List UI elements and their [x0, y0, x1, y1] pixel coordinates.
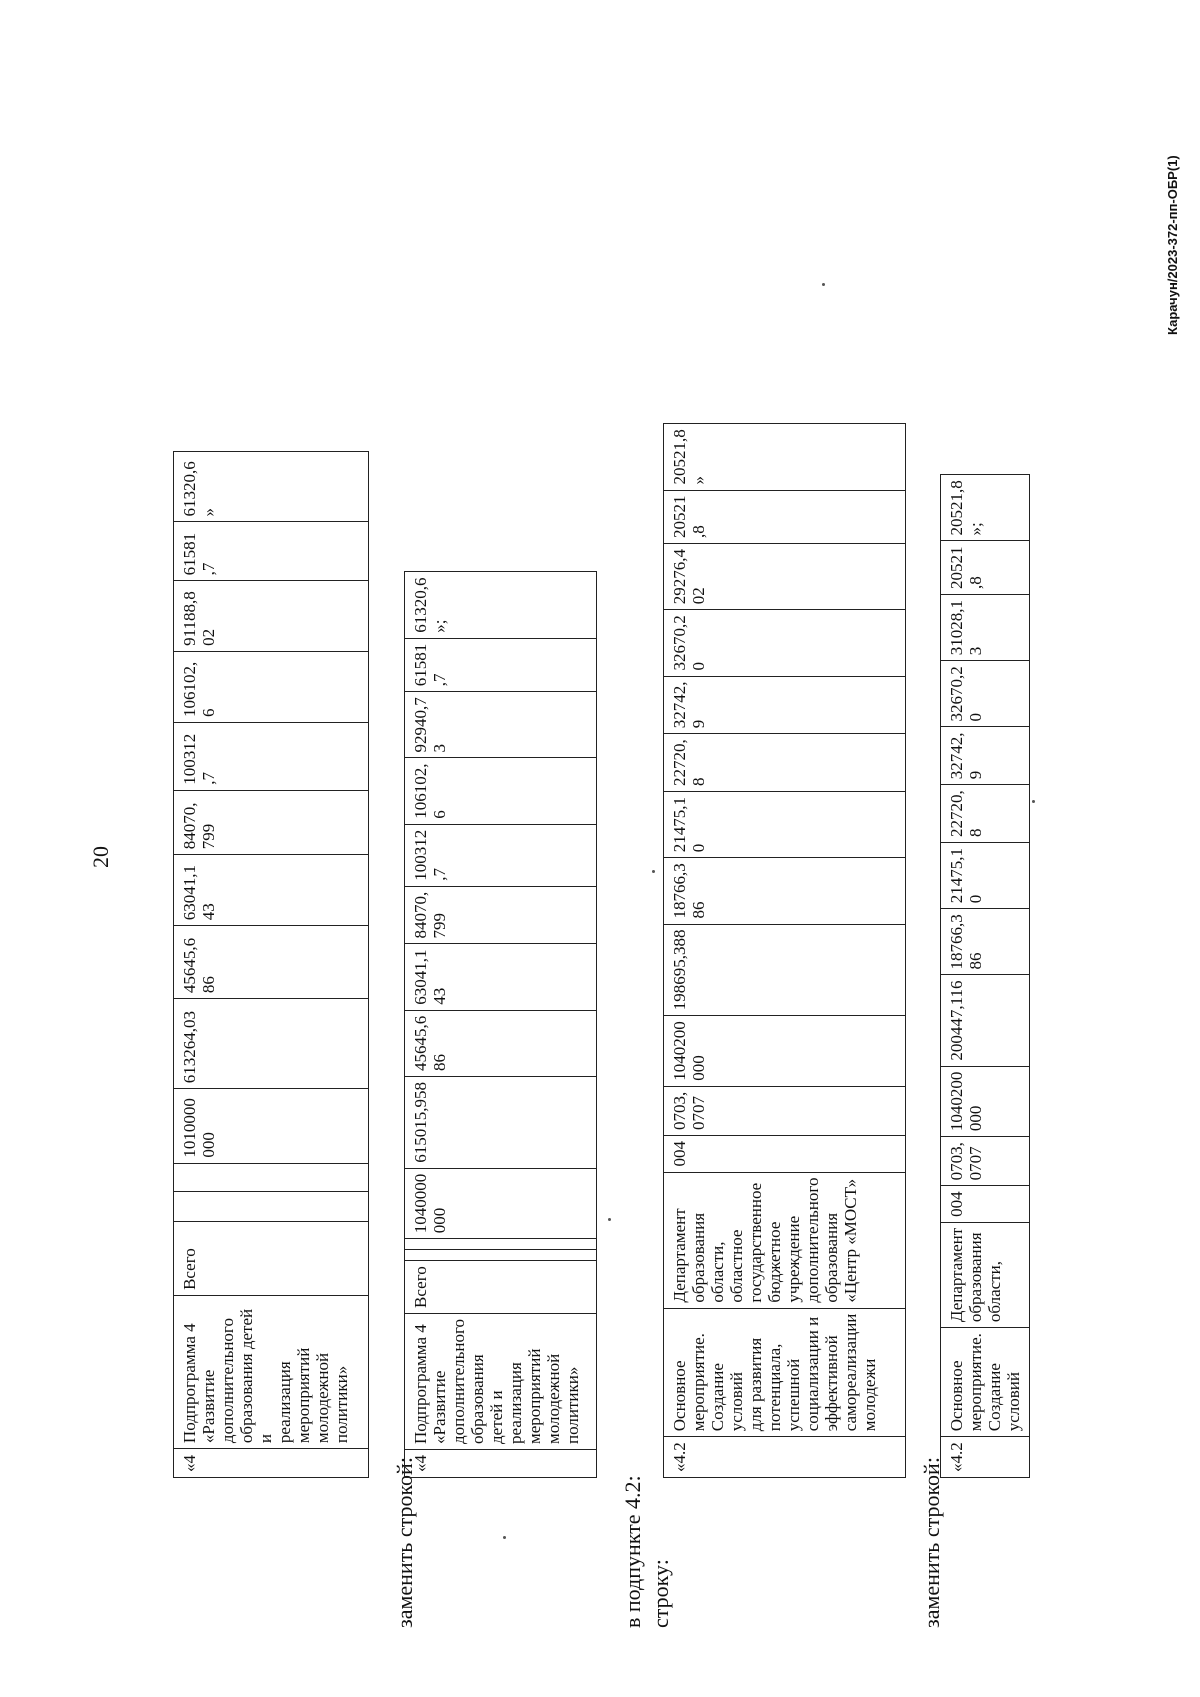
- cell-text: 106102, 6: [180, 661, 218, 717]
- cell-text: Подпрограмма 4 «Развитие дополнительного образования детей и реализация мероприятий молодежной политики»: [411, 1318, 582, 1444]
- table-cell: [174, 722, 369, 790]
- table-cell: [941, 727, 1030, 785]
- scan-speck: [652, 870, 655, 873]
- table-cell: [405, 886, 597, 944]
- cell-text: Департамент образования области,: [947, 1227, 1004, 1323]
- table-cell: [664, 1086, 906, 1135]
- table-cell: [941, 594, 1030, 660]
- cell-text: 31028,1 3: [947, 599, 985, 656]
- table-cell: [405, 692, 597, 758]
- table-band-4: [940, 474, 1030, 1478]
- table-cell: [174, 926, 369, 999]
- table-cell: [405, 1010, 597, 1076]
- table-cell: [941, 975, 1030, 1066]
- table-cell: [664, 676, 906, 734]
- cell-text: 45645,6 86: [411, 1015, 449, 1071]
- table-cell: [941, 541, 1030, 595]
- cell-text: Всего: [411, 1266, 430, 1308]
- cell-text: «4.2: [670, 1442, 689, 1472]
- cell-text: 21475,1 0: [670, 797, 708, 853]
- table-cell: [941, 1328, 1030, 1437]
- cell-text: 1040200 000: [670, 1021, 708, 1081]
- cell-text: 004: [947, 1191, 966, 1217]
- table-cell: [664, 544, 906, 610]
- table-cell: [664, 1308, 906, 1437]
- scan-speck: [608, 1218, 611, 1221]
- cell-text: 20521,8 »: [670, 429, 708, 485]
- caption-replace-row-2: заменить строкой:: [919, 1457, 944, 1628]
- budget-table: [404, 572, 597, 1479]
- cell-text: 20521,8 »;: [947, 480, 985, 536]
- caption-replace-row-1: заменить строкой:: [392, 1457, 417, 1628]
- table-cell: [405, 1077, 597, 1169]
- table-cell: [941, 475, 1030, 541]
- table-cell: [941, 1066, 1030, 1137]
- table-cell: [664, 1172, 906, 1308]
- table-cell: [174, 1295, 369, 1448]
- cell-text: 1040200 000: [947, 1071, 985, 1132]
- table-cell: [664, 792, 906, 858]
- table-cell: [174, 999, 369, 1089]
- cell-text: 20521 ,8: [670, 495, 708, 539]
- table-cell: [174, 1163, 369, 1192]
- table-row: [664, 424, 906, 1478]
- table-cell: [941, 909, 1030, 975]
- table-cell: [405, 1239, 597, 1250]
- table-cell: [664, 1136, 906, 1173]
- table-cell: [941, 842, 1030, 908]
- table-cell: [941, 1222, 1030, 1327]
- table-cell: [405, 1168, 597, 1239]
- table-cell: [174, 1449, 369, 1478]
- table-cell: [405, 1250, 597, 1261]
- table-band-2: [404, 572, 597, 1479]
- cell-text: 22720, 8: [947, 790, 985, 837]
- scan-speck: [1032, 800, 1035, 803]
- cell-text: 32742, 9: [670, 681, 708, 729]
- budget-table: [663, 423, 906, 1478]
- cell-text: «4.2: [947, 1442, 966, 1472]
- cell-text: Всего: [180, 1248, 199, 1290]
- cell-text: 198695,388: [670, 929, 689, 1011]
- table-cell: [174, 855, 369, 926]
- table-cell: [405, 824, 597, 886]
- table-cell: [174, 1192, 369, 1222]
- cell-text: 32670,2 0: [947, 666, 985, 722]
- cell-text: 200447,116: [947, 980, 966, 1061]
- cell-text: 18766,3 86: [670, 863, 708, 919]
- table-cell: [405, 1450, 597, 1478]
- table-cell: [174, 651, 369, 722]
- table-cell: [405, 572, 597, 638]
- table-cell: [174, 1221, 369, 1295]
- scan-speck: [822, 283, 825, 286]
- table-cell: [174, 452, 369, 522]
- table-cell: [174, 522, 369, 581]
- cell-text: 004: [670, 1141, 689, 1167]
- cell-text: Основное мероприятие. Создание условий: [947, 1333, 1023, 1432]
- cell-text: 106102, 6: [411, 763, 449, 819]
- cell-text: 18766,3 86: [947, 914, 985, 970]
- cell-text: 1010000 000: [180, 1098, 218, 1158]
- table-cell: [941, 1137, 1030, 1186]
- cell-text: 1040000 000: [411, 1173, 449, 1234]
- table-cell: [664, 1016, 906, 1087]
- cell-text: 615015,958: [411, 1082, 430, 1163]
- table-cell: [941, 1437, 1030, 1478]
- cell-text: 63041,1 43: [411, 949, 449, 1005]
- table-row: [405, 572, 597, 1478]
- cell-text: Подпрограмма 4 «Развитие дополнительного образования детей и реализация мероприятий молодежной политики»: [180, 1308, 351, 1444]
- cell-text: 32670,2 0: [670, 615, 708, 671]
- table-cell: [405, 758, 597, 824]
- cell-text: 91188,8 02: [180, 591, 218, 646]
- budget-table: [940, 474, 1030, 1478]
- table-cell: [174, 581, 369, 652]
- document-code: Карачун/2023-372-пп-ОБР(1): [1165, 155, 1180, 335]
- table-cell: [405, 1261, 597, 1314]
- table-cell: [405, 638, 597, 692]
- cell-text: 61320,6 »: [180, 461, 218, 517]
- cell-text: «4: [411, 1455, 430, 1472]
- table-cell: [664, 610, 906, 676]
- cell-text: 32742, 9: [947, 732, 985, 780]
- cell-text: 61320,6 »;: [411, 577, 449, 633]
- cell-text: 0703, 0707: [670, 1091, 708, 1131]
- caption-row-word: строку:: [648, 1559, 673, 1628]
- cell-text: 100312 ,7: [180, 733, 218, 785]
- cell-text: 20521 ,8: [947, 546, 985, 589]
- cell-text: 61581 ,7: [180, 532, 218, 576]
- page-number: 20: [88, 846, 113, 868]
- table-cell: [174, 790, 369, 855]
- cell-text: 0703, 0707: [947, 1142, 985, 1181]
- table-band-3: [663, 423, 906, 1478]
- table-cell: [174, 1089, 369, 1163]
- cell-text: 61581 ,7: [411, 643, 449, 687]
- table-cell: [405, 944, 597, 1010]
- cell-text: 21475,1 0: [947, 847, 985, 904]
- table-cell: [664, 858, 906, 924]
- caption-subsection-4-2: в подпункте 4.2:: [620, 1475, 645, 1628]
- table-cell: [664, 924, 906, 1016]
- table-cell: [405, 1313, 597, 1449]
- cell-text: Департамент образования области, областное государственное бюджетное учреждение дополнительного образования «Центр «МОСТ»: [670, 1177, 860, 1303]
- table-cell: [664, 424, 906, 490]
- table-row: [174, 452, 369, 1478]
- cell-text: 63041,1 43: [180, 865, 218, 921]
- cell-text: 84070, 799: [411, 891, 449, 939]
- scan-speck: [503, 1536, 506, 1539]
- cell-text: 92940,7 3: [411, 697, 449, 753]
- table-cell: [941, 1186, 1030, 1223]
- cell-text: 29276,4 02: [670, 549, 708, 605]
- table-cell: [664, 490, 906, 544]
- table-cell: [941, 785, 1030, 843]
- cell-text: 84070, 799: [180, 802, 218, 850]
- cell-text: 613264,03: [180, 1011, 199, 1084]
- table-cell: [941, 661, 1030, 727]
- table-band-1: [173, 451, 369, 1478]
- table-cell: [664, 1437, 906, 1478]
- table-cell: [664, 734, 906, 792]
- cell-text: 45645,6 86: [180, 937, 218, 994]
- cell-text: Основное мероприятие. Создание условий для развития потенциала, успешной социализации и эффективной самореализации молодежи: [670, 1313, 879, 1432]
- cell-text: 100312 ,7: [411, 829, 449, 881]
- table-row: [941, 475, 1030, 1478]
- budget-table: [173, 451, 369, 1478]
- cell-text: «4: [180, 1455, 199, 1472]
- cell-text: 22720, 8: [670, 739, 708, 787]
